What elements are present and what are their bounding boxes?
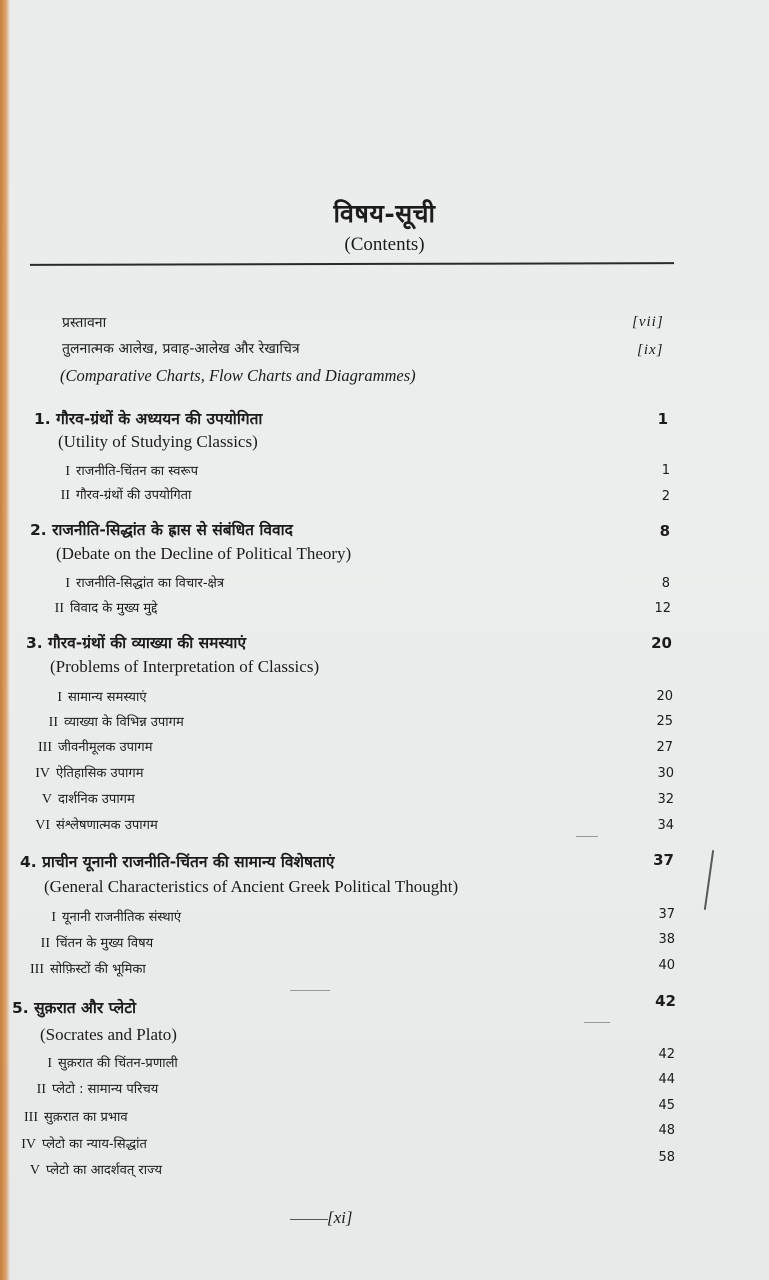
footer-page-number: [xi] <box>327 1208 353 1227</box>
section-entry <box>34 933 153 952</box>
section-entry <box>40 907 181 926</box>
chapter-english-title: (Debate on the Decline of Political Theory) <box>56 544 352 563</box>
section-number: I <box>51 910 56 925</box>
section-entry <box>54 485 191 504</box>
section-page: 48 <box>658 1123 675 1138</box>
section-entry <box>24 1160 162 1179</box>
section-page: 8 <box>661 576 670 591</box>
section-page: 1 <box>661 463 670 478</box>
chapter-page: 8 <box>659 522 670 540</box>
section-title: राजनीति-चिंतन का स्वरूप <box>76 464 199 479</box>
section-page: 44 <box>658 1072 675 1087</box>
section-entry <box>36 789 135 808</box>
chapter-title: 2. राजनीति-सिद्धांत के ह्रास से संबंधित विवाद <box>30 521 293 539</box>
section-title: प्लेटो का न्याय-सिद्धांत <box>42 1137 147 1152</box>
section-entry <box>48 598 157 617</box>
section-entry <box>34 815 158 834</box>
section-page: 25 <box>656 714 673 729</box>
section-number: I <box>65 464 70 479</box>
section-entry <box>34 763 143 782</box>
section-page: 42 <box>658 1047 675 1062</box>
section-entry <box>22 1107 128 1126</box>
prelim-title-charts-english: (Comparative Charts, Flow Charts and Diagrammes) <box>60 366 416 385</box>
chapter-english-title: (Socrates and Plato) <box>40 1025 177 1044</box>
prelim-page-preface: [vii] <box>632 314 664 330</box>
chapter-title: 3. गौरव-ग्रंथों की व्याख्या की समस्याएं <box>26 634 247 652</box>
chapter-title: 4. प्राचीन यूनानी राजनीति-चिंतन की सामान्य विशेषताएं <box>20 853 335 871</box>
pen-mark <box>704 850 714 910</box>
book-cover-edge <box>0 0 10 1280</box>
prelim-title-charts: तुलनात्मक आलेख, प्रवाह-आलेख और रेखाचित्र <box>62 341 300 357</box>
contents-header <box>0 196 769 256</box>
chapter-page: 42 <box>655 992 676 1010</box>
section-title: ऐतिहासिक उपागम <box>56 766 144 781</box>
prelim-title-preface: प्रस्तावना <box>62 315 107 331</box>
section-title: सामान्य समस्याएं <box>68 690 147 705</box>
section-page: 37 <box>658 907 675 922</box>
section-title: संश्लेषणात्मक उपागम <box>56 818 158 833</box>
section-number: II <box>54 601 64 616</box>
section-number: VI <box>35 818 50 833</box>
section-number: V <box>29 1163 40 1178</box>
section-title: सुक़रात की चिंतन-प्रणाली <box>58 1056 178 1071</box>
section-number: I <box>65 576 70 591</box>
chapter-english-title: (Utility of Studying Classics) <box>58 432 258 451</box>
chapter-title: 5. सुक़रात और प्लेटो <box>12 999 137 1017</box>
section-number: I <box>57 690 62 705</box>
section-number: I <box>47 1056 52 1071</box>
section-title: गौरव-ग्रंथों की उपयोगिता <box>76 488 192 503</box>
section-number: II <box>60 488 70 503</box>
chapter-english-title: (General Characteristics of Ancient Greek Political Thought) <box>44 877 459 896</box>
section-page: 34 <box>657 818 674 833</box>
section-title: यूनानी राजनीतिक संस्थाएं <box>62 910 182 925</box>
section-number: III <box>30 962 44 977</box>
section-number: II <box>36 1082 46 1097</box>
section-entry <box>20 1134 147 1153</box>
title-hindi: विषय-सूची <box>333 199 436 228</box>
section-page: 12 <box>654 601 671 616</box>
section-page: 2 <box>661 489 670 504</box>
section-page: 30 <box>657 766 674 781</box>
section-title: जीवनीमूलक उपागम <box>58 740 153 755</box>
section-entry <box>42 712 184 731</box>
section-number: II <box>40 936 50 951</box>
footer-dash <box>290 1219 328 1220</box>
section-entry <box>36 737 153 756</box>
section-page: 40 <box>658 958 675 973</box>
chapter-page: 20 <box>651 634 672 652</box>
section-number: IV <box>21 1137 36 1152</box>
section-number: III <box>38 740 52 755</box>
section-title: सोफ़िस्टों की भूमिका <box>50 962 146 977</box>
chapter-page: 1 <box>657 410 668 428</box>
faint-mark <box>576 836 598 837</box>
faint-mark <box>290 990 330 991</box>
chapter-page: 37 <box>653 851 674 869</box>
section-title: चिंतन के मुख्य विषय <box>56 936 154 951</box>
section-title: राजनीति-सिद्धांत का विचार-क्षेत्र <box>76 576 225 591</box>
section-page: 58 <box>658 1150 675 1165</box>
section-page: 38 <box>658 932 675 947</box>
section-page: 27 <box>656 740 673 755</box>
section-entry <box>30 1079 158 1098</box>
section-title: दार्शनिक उपागम <box>58 792 135 807</box>
section-entry <box>54 573 224 592</box>
title-english: (Contents) <box>344 234 425 255</box>
section-number: II <box>48 715 58 730</box>
chapter-title: 1. गौरव-ग्रंथों के अध्ययन की उपयोगिता <box>34 410 263 428</box>
section-entry <box>36 1053 178 1072</box>
section-title: विवाद के मुख्य मुद्दे <box>70 601 158 616</box>
section-number: IV <box>35 766 50 781</box>
section-page: 45 <box>658 1098 675 1113</box>
section-title: व्याख्या के विभिन्न उपागम <box>64 715 184 730</box>
section-page: 20 <box>656 689 673 704</box>
section-page: 32 <box>657 792 674 807</box>
section-number: III <box>24 1110 38 1125</box>
section-entry <box>54 461 198 480</box>
section-entry <box>46 687 147 706</box>
chapter-english-title: (Problems of Interpretation of Classics) <box>50 657 320 676</box>
section-title: प्लेटो का आदर्शवत् राज्य <box>46 1163 163 1178</box>
header-rule <box>30 262 674 266</box>
prelim-page-charts: [ix] <box>637 342 664 358</box>
faint-mark <box>584 1022 610 1023</box>
section-title: सुक़रात का प्रभाव <box>44 1110 128 1125</box>
section-title: प्लेटो : सामान्य परिचय <box>52 1082 159 1097</box>
section-number: V <box>41 792 52 807</box>
section-entry <box>28 959 146 978</box>
